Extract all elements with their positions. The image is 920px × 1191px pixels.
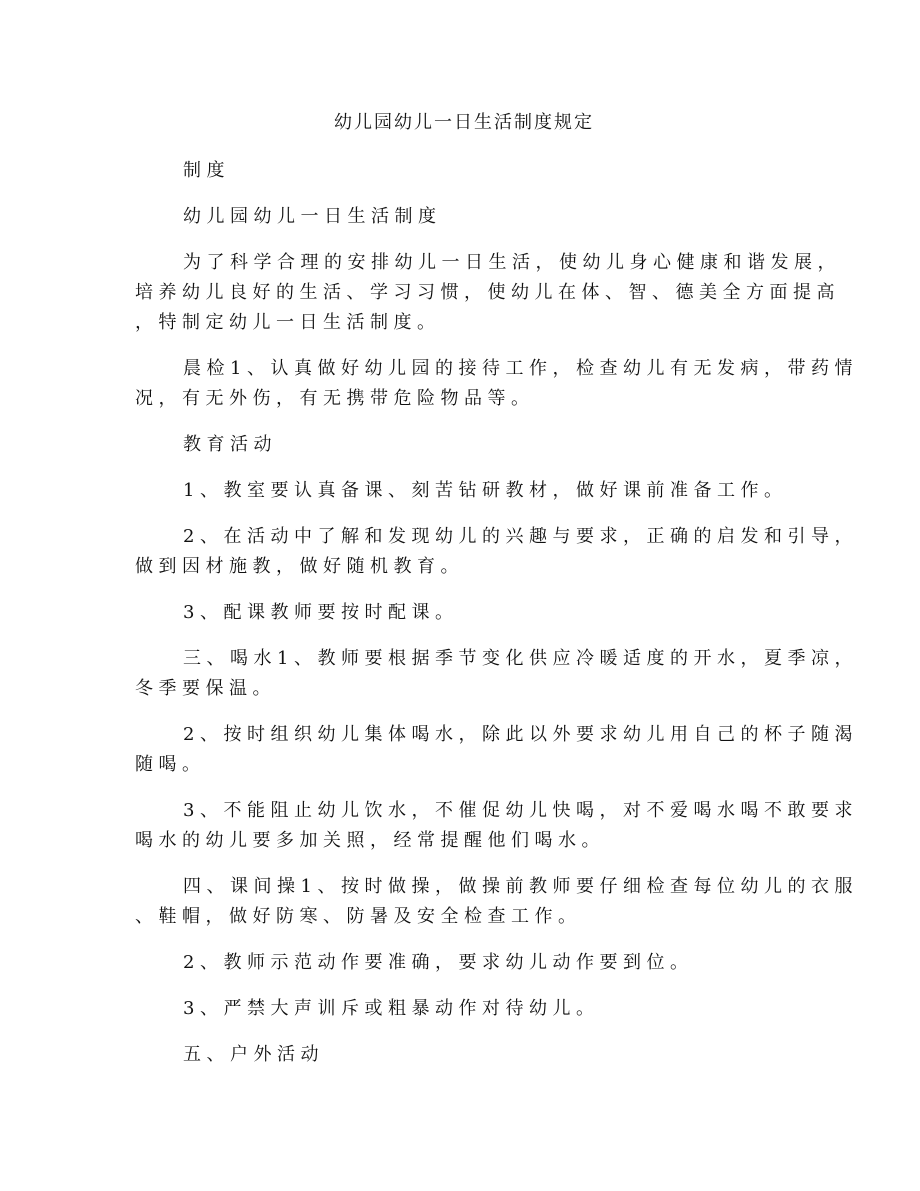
paragraph-line: 制度 [183, 160, 230, 181]
paragraph [135, 1040, 795, 1070]
paragraph-line: 教育活动 [183, 434, 277, 455]
paragraph-line: 做到因材施教，做好随机教育。 [135, 556, 464, 577]
paragraph-line: ，特制定幼儿一日生活制度。 [135, 312, 441, 333]
paragraph [135, 202, 795, 232]
paragraph-line: 随喝。 [135, 754, 206, 775]
document-body [135, 156, 858, 1070]
paragraph-line: 四、课间操1、按时做操，做操前教师要仔细检查每位幼儿的衣服 [183, 876, 858, 897]
paragraph-line: 三、喝水1、教师要根据季节变化供应冷暖适度的开水，夏季凉， [183, 648, 858, 669]
paragraph [135, 644, 858, 704]
paragraph-line: 2、按时组织幼儿集体喝水，除此以外要求幼儿用自己的杯子随渴 [183, 724, 858, 745]
paragraph-line: 2、在活动中了解和发现幼儿的兴趣与要求，正确的启发和引导， [183, 526, 858, 547]
paragraph [135, 948, 795, 978]
document-page [135, 108, 858, 1070]
paragraph-line: 五、户外活动 [183, 1044, 324, 1065]
paragraph-line: 为了科学合理的安排幼儿一日生活，使幼儿身心健康和谐发展， [183, 252, 841, 273]
paragraph [135, 430, 795, 460]
paragraph-line: 冬季要保温。 [135, 678, 276, 699]
paragraph [135, 872, 858, 932]
paragraph [135, 994, 795, 1024]
paragraph [135, 720, 858, 780]
paragraph [135, 522, 858, 582]
paragraph [135, 156, 795, 186]
paragraph-line: 培养幼儿良好的生活、学习习惯，使幼儿在体、智、德美全方面提高 [135, 282, 840, 303]
document-title: 幼儿园幼儿一日生活制度规定 [334, 112, 594, 133]
paragraph [135, 598, 795, 628]
paragraph-line: 3、配课教师要按时配课。 [183, 602, 459, 623]
paragraph [135, 796, 858, 856]
paragraph-line: 1、教室要认真备课、刻苦钻研教材，做好课前准备工作。 [183, 480, 788, 501]
paragraph-line: 幼儿园幼儿一日生活制度 [183, 206, 442, 227]
paragraph-line: 3、严禁大声训斥或粗暴动作对待幼儿。 [183, 998, 600, 1019]
paragraph-line: 晨检1、认真做好幼儿园的接待工作，检查幼儿有无发病，带药情 [183, 358, 858, 379]
paragraph-line: 、鞋帽，做好防寒、防暑及安全检查工作。 [135, 906, 582, 927]
paragraph-line: 2、教师示范动作要准确，要求幼儿动作要到位。 [183, 952, 694, 973]
paragraph [135, 476, 795, 506]
paragraph-line: 喝水的幼儿要多加关照，经常提醒他们喝水。 [135, 830, 605, 851]
paragraph-line: 况，有无外伤，有无携带危险物品等。 [135, 388, 535, 409]
paragraph-line: 3、不能阻止幼儿饮水，不催促幼儿快喝，对不爱喝水喝不敢要求 [183, 800, 858, 821]
paragraph [135, 354, 858, 414]
paragraph [135, 248, 841, 338]
